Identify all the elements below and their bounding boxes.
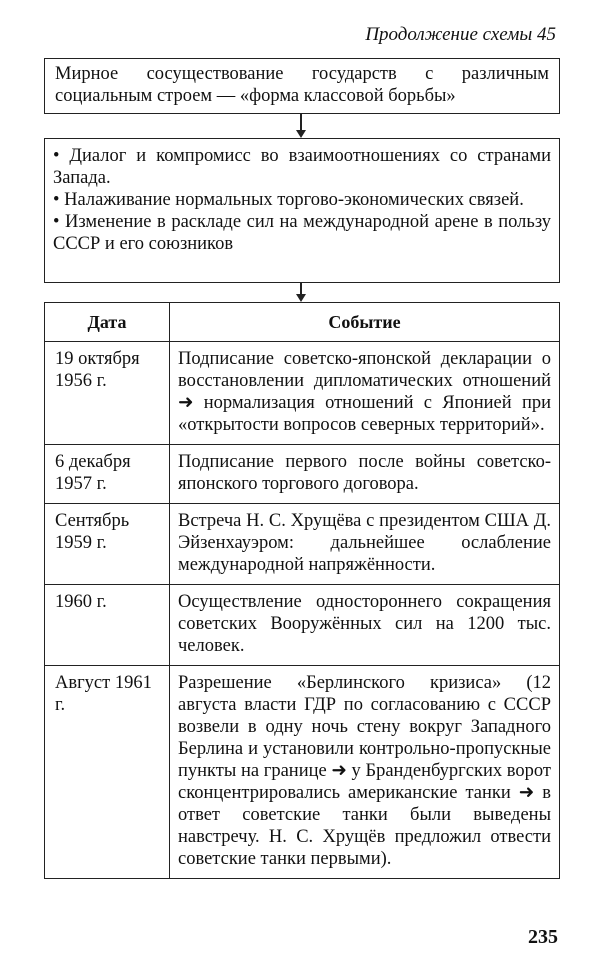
table-row: [45, 342, 560, 445]
down-arrow-icon: [300, 283, 302, 300]
down-arrow-icon: [300, 114, 302, 136]
date-cell: 19 октября 1956 г.: [45, 342, 170, 445]
page-number: 235: [528, 926, 558, 948]
events-table: [44, 302, 560, 879]
event-cell: Встреча Н. С. Хрущёва с президентом США Д. Эйзенхауэром: дальнейшее ослабление международной напряжённости.: [170, 504, 560, 585]
column-header-event: Событие: [170, 303, 560, 342]
table-row: [45, 445, 560, 504]
continuation-header: Продолжение схемы 45: [365, 24, 556, 45]
table-row: [45, 585, 560, 666]
table-row: [45, 504, 560, 585]
event-cell: Разрешение «Берлинского кризиса» (12 августа власти ГДР по согласованию с СССР возвели в одну ночь стену вокруг Западного Берлина и установили контрольно-пропускные пункты на границе ➜ у Бранденбургских ворот сконцентрировались американские танки ➜ в ответ советские танки были выведены навстречу. Н. С. Хрущёв предложил отвести советские танки первыми).: [170, 666, 560, 879]
bullet-item: • Налаживание нормальных торгово-экономических связей.: [53, 190, 524, 210]
table-header-row: [45, 303, 560, 342]
table-row: [45, 666, 560, 879]
bullet-item: • Диалог и компромисс во взаимоотношениях со странами Запада.: [53, 146, 551, 188]
event-cell: Осуществление одностороннего сокращения советских Вооружённых сил на 1200 тыс. человек.: [170, 585, 560, 666]
bullet-item: • Изменение в раскладе сил на международной арене в пользу СССР и его союзников: [53, 212, 551, 254]
scheme-box-coexistence: Мирное сосуществование государств с различным социальным строем — «форма классовой борьбы»: [44, 58, 560, 114]
scheme-box-consequences: [44, 138, 560, 283]
column-header-date: Дата: [45, 303, 170, 342]
date-cell: Сентябрь 1959 г.: [45, 504, 170, 585]
event-cell: Подписание советско-японской декларации о восстановлении дипломатических отношений ➜ нормализация отношений с Японией при «открытости вопросов северных территорий».: [170, 342, 560, 445]
date-cell: 1960 г.: [45, 585, 170, 666]
date-cell: 6 декабря 1957 г.: [45, 445, 170, 504]
event-cell: Подписание первого после войны советско-японского торгового договора.: [170, 445, 560, 504]
date-cell: Август 1961 г.: [45, 666, 170, 879]
